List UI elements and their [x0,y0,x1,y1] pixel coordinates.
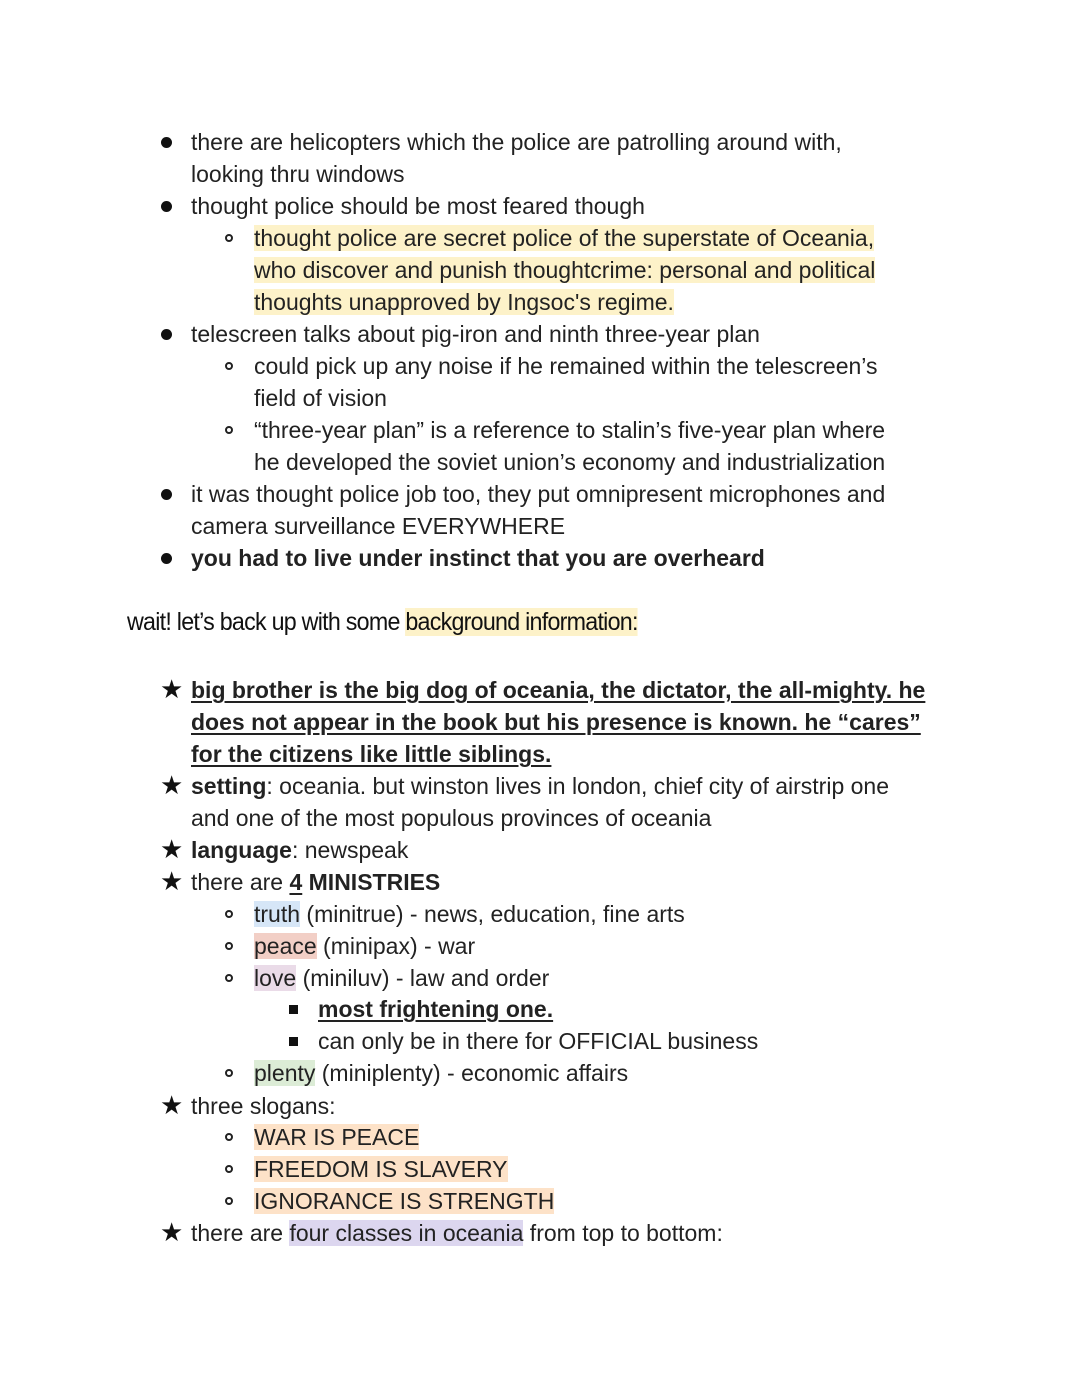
heading-text: wait! let’s back up with some [127,608,406,636]
big-brother-line3: for the citizens like little siblings. [191,741,552,767]
subbullet-circle [225,1165,233,1173]
subbullet-circle [225,426,233,434]
ministries-word: MINISTRIES [302,869,441,895]
star-icon: ★ [160,674,184,704]
star-icon: ★ [160,1090,184,1120]
three-year-plan-line1: “three-year plan” is a reference to stalin’s five-year plan where [254,417,886,443]
subbullet-circle [225,1069,233,1077]
bullet-overheard: you had to live under instinct that you are overheard [191,545,765,571]
ministry-truth [254,898,685,930]
four-classes [191,1217,723,1249]
highlight-yellow: thought police are secret police of the superstate of Oceania, [254,225,875,251]
ministries-count: 4 [289,869,303,895]
bullet-surveillance-line2: camera surveillance EVERYWHERE [191,513,566,539]
bullet-dot [161,137,172,148]
language-label: language [191,837,292,863]
highlight-yellow: who discover and punish thoughtcrime: personal and political [254,257,876,283]
bullet-dot [161,489,172,500]
bullet-surveillance-line1: it was thought police job too, they put omnipresent microphones and [191,481,886,507]
highlight-green: plenty [254,1060,316,1086]
subbullet-circle [225,1197,233,1205]
telescreen-noise-line1: could pick up any noise if he remained within the telescreen’s [254,353,878,379]
ministries-pre: there are [191,869,290,895]
thought-police-def-line2 [254,254,875,286]
love-most-frightening: most frightening one. [318,996,554,1022]
section-heading [127,604,638,640]
highlight-blue: truth [254,901,301,927]
subbullet-circle [225,942,233,950]
ministry-plenty-desc: (miniplenty) - economic affairs [315,1060,629,1086]
highlight-red: peace [254,933,317,959]
ministry-truth-desc: (minitrue) - news, education, fine arts [300,901,685,927]
setting-label: setting [191,773,267,799]
ministry-plenty [254,1057,628,1089]
subbullet-square [289,1005,298,1014]
bullet-thought-police: thought police should be most feared though [191,193,645,219]
four-classes-post: from top to bottom: [523,1220,723,1246]
three-year-plan-line2: he developed the soviet union’s economy and industrialization [254,449,886,475]
bullet-helicopters-line1: there are helicopters which the police are patrolling around with, [191,129,842,155]
subbullet-circle [225,234,233,242]
slogan-ignorance [254,1185,554,1217]
ministries-line [191,866,440,898]
bullet-dot [161,553,172,564]
subbullet-square [289,1037,298,1046]
star-icon: ★ [160,1217,184,1247]
setting-line2: and one of the most populous provinces of oceania [191,805,712,831]
telescreen-noise-line2: field of vision [254,385,387,411]
highlight-lavender: four classes in oceania [289,1220,524,1246]
ministry-peace-desc: (minipax) - war [316,933,476,959]
bullet-telescreen: telescreen talks about pig-iron and ninth three-year plan [191,321,760,347]
star-icon: ★ [160,866,184,896]
setting-line1 [191,770,889,802]
subbullet-circle [225,362,233,370]
star-icon: ★ [160,770,184,800]
big-brother-line2: does not appear in the book but his presence is known. he “cares” [191,709,921,735]
thought-police-def-line3 [254,286,674,318]
language-text: : newspeak [291,837,409,863]
subbullet-circle [225,910,233,918]
bullet-dot [161,201,172,212]
setting-text: : oceania. but winston lives in london, chief city of airstrip one [266,773,890,799]
language-line [191,834,408,866]
thought-police-def-line1 [254,222,874,254]
ministry-love-desc: (miniluv) - law and order [296,965,550,991]
bullet-dot [161,329,172,340]
highlight-orange: IGNORANCE IS STRENGTH [254,1188,555,1214]
subbullet-circle [225,974,233,982]
slogan-war [254,1121,419,1153]
heading-highlight: background information: [405,608,638,636]
star-icon: ★ [160,834,184,864]
subbullet-circle [225,1133,233,1141]
ministry-peace [254,930,475,962]
bullet-helicopters-line2: looking thru windows [191,161,405,187]
highlight-orange: WAR IS PEACE [254,1124,420,1150]
highlight-orange: FREEDOM IS SLAVERY [254,1156,508,1182]
slogan-freedom [254,1153,508,1185]
three-slogans: three slogans: [191,1093,336,1119]
ministry-love [254,962,549,994]
big-brother-line1: big brother is the big dog of oceania, the dictator, the all-mighty. he [191,677,926,703]
love-official-business: can only be in there for OFFICIAL business [318,1028,759,1054]
highlight-purple: love [254,965,297,991]
four-classes-pre: there are [191,1220,290,1246]
highlight-yellow: thoughts unapproved by Ingsoc's regime. [254,289,674,315]
